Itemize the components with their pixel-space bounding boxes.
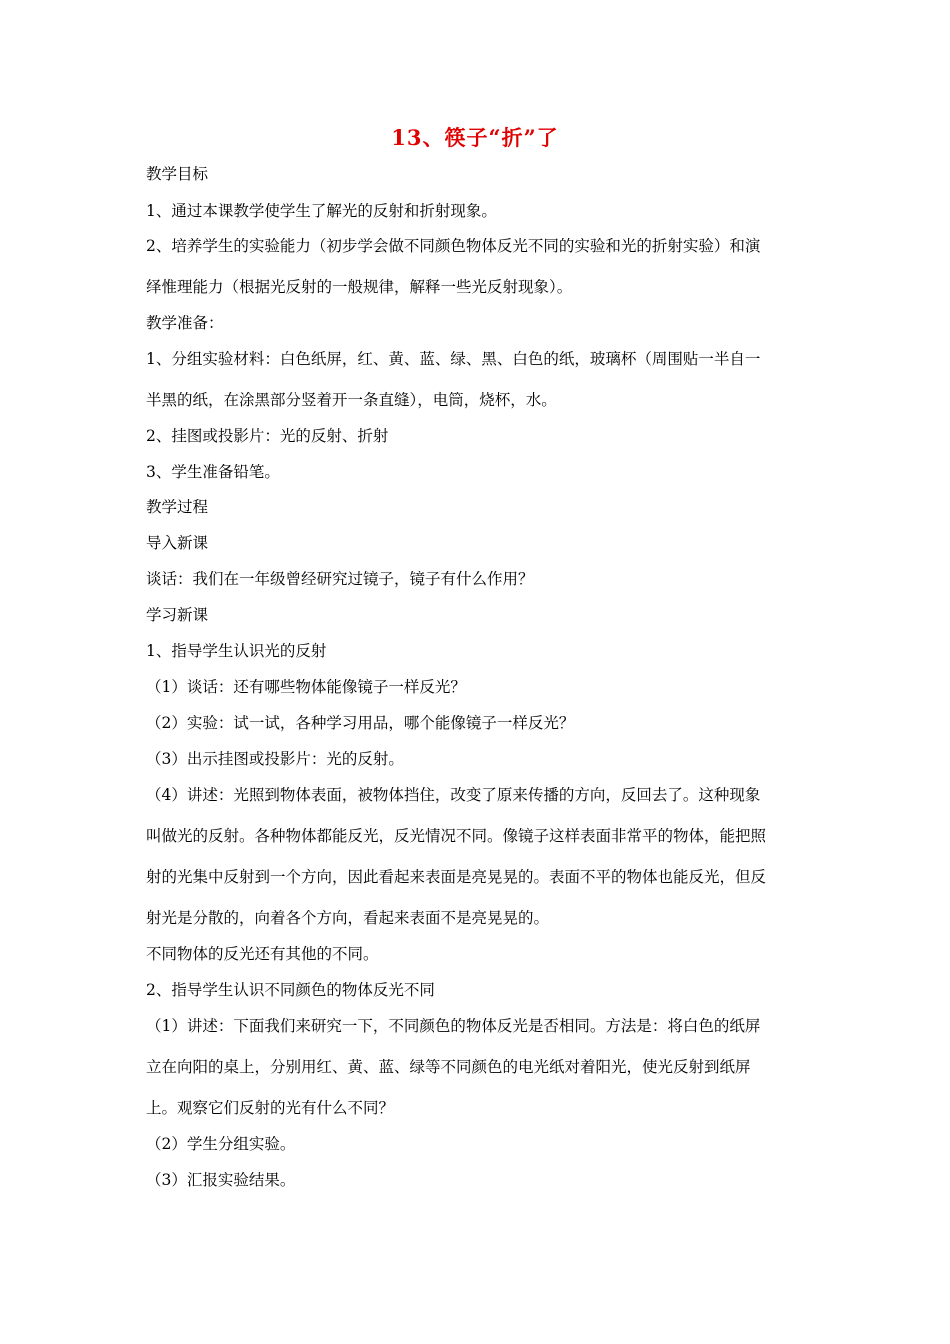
paragraph-line: （1）谈话：还有哪些物体能像镜子一样反光？ [146,678,466,696]
paragraph-line: 立在向阳的桌上，分别用红、黄、蓝、绿等不同颜色的电光纸对着阳光，使光反射到纸屏 [146,1058,751,1076]
paragraph-line: 半黑的纸，在涂黑部分竖着开一条直缝），电筒，烧杯，水。 [146,391,557,409]
paragraph-line: （3）出示挂图或投影片：光的反射。 [146,750,404,768]
paragraph-line: 谈话：我们在一年级曾经研究过镜子，镜子有什么作用？ [146,570,534,588]
paragraph-line: 射光是分散的，向着各个方向，看起来表面不是亮晃晃的。 [146,909,550,927]
paragraph-line: 1、分组实验材料：白色纸屏，红、黄、蓝、绿、黑、白色的纸，玻璃杯（周围贴一半自一 [146,350,761,368]
paragraph-line: 叫做光的反射。各种物体都能反光，反光情况不同。像镜子这样表面非常平的物体，能把照 [146,827,767,845]
paragraph-line: （2）实验：试一试，各种学习用品，哪个能像镜子一样反光？ [146,714,575,732]
paragraph-line: （4）讲述：光照到物体表面，被物体挡住，改变了原来传播的方向，反回去了。这种现象 [146,786,761,804]
paragraph-line: （2）学生分组实验。 [146,1135,296,1153]
paragraph-line: 绎惟理能力（根据光反射的一般规律，解释一些光反射现象）。 [146,278,573,296]
section-heading-objectives: 教学目标 [146,165,209,183]
paragraph-line: 不同物体的反光还有其他的不同。 [146,945,379,963]
paragraph-line: （3）汇报实验结果。 [146,1171,296,1189]
page-title: 13、筷子“折”了 [391,125,559,150]
paragraph-line: 2、挂图或投影片：光的反射、折射 [146,427,389,445]
section-heading-intro: 导入新课 [146,534,209,552]
paragraph-line: （1）讲述：下面我们来研究一下，不同颜色的物体反光是否相同。方法是：将白色的纸屏 [146,1017,761,1035]
paragraph-line: 1、指导学生认识光的反射 [146,642,327,660]
paragraph-line: 2、培养学生的实验能力（初步学会做不同颜色物体反光不同的实验和光的折射实验）和演 [146,237,761,255]
paragraph-line: 射的光集中反射到一个方向，因此看起来表面是亮晃晃的。表面不平的物体也能反光，但反 [146,868,767,886]
section-heading-new-lesson: 学习新课 [146,606,209,624]
paragraph-line: 1、通过本课教学使学生了解光的反射和折射现象。 [146,202,497,220]
paragraph-line: 2、指导学生认识不同颜色的物体反光不同 [146,981,435,999]
section-heading-preparation: 教学准备： [146,314,224,332]
paragraph-line: 上。观察它们反射的光有什么不同？ [146,1099,395,1117]
paragraph-line: 3、学生准备铅笔。 [146,463,280,481]
section-heading-process: 教学过程 [146,498,209,516]
